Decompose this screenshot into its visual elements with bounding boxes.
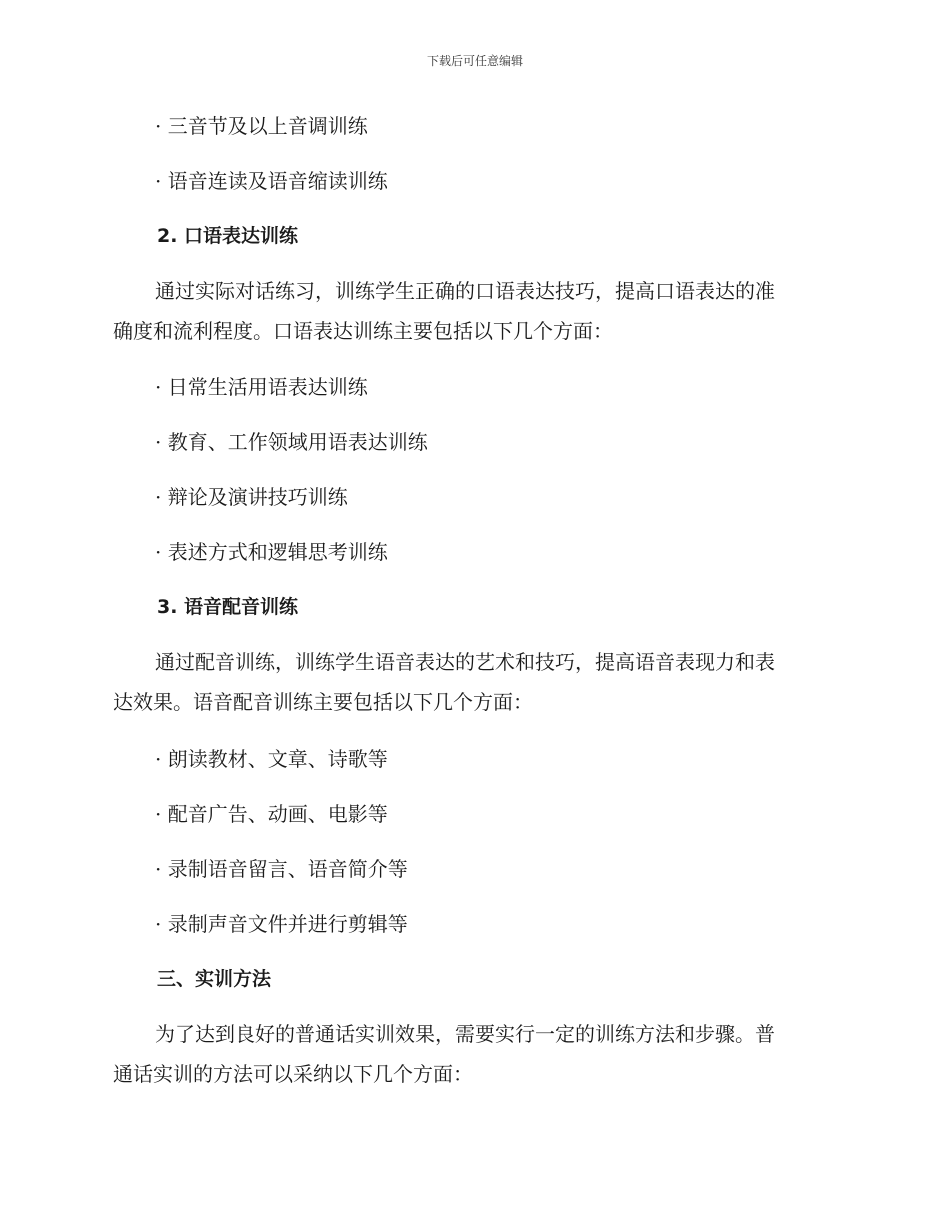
- paragraph-line: 为了达到良好的普通话实训效果，需要实行一定的训练方法和步骤。普: [155, 1022, 775, 1046]
- paragraph-line: 达效果。语音配音训练主要包括以下几个方面：: [113, 690, 533, 714]
- paragraph-line: 通话实训的方法可以采纳以下几个方面：: [113, 1062, 473, 1086]
- list-item: · 录制声音文件并进行剪辑等: [155, 912, 408, 936]
- section-heading: 2. 口语表达训练: [157, 225, 299, 247]
- paragraph-line: 通过配音训练，训练学生语音表达的艺术和技巧，提高语音表现力和表: [155, 650, 775, 674]
- section-heading: 3. 语音配音训练: [157, 596, 299, 618]
- list-item: · 三音节及以上音调训练: [155, 114, 368, 138]
- paragraph: [113, 1014, 835, 1094]
- list-item: · 录制语音留言、语音简介等: [155, 857, 408, 881]
- paragraph: [113, 642, 835, 722]
- list-item: · 辩论及演讲技巧训练: [155, 485, 348, 509]
- paragraph-line: 通过实际对话练习，训练学生正确的口语表达技巧，提高口语表达的准: [155, 279, 775, 303]
- list-item: · 语音连读及语音缩读训练: [155, 169, 388, 193]
- list-item: · 朗读教材、文章、诗歌等: [155, 747, 388, 771]
- list-item: · 配音广告、动画、电影等: [155, 802, 388, 826]
- section-heading: 三、实训方法: [157, 968, 272, 990]
- paragraph: [113, 271, 835, 351]
- page-header: 下载后可任意编辑: [426, 54, 523, 68]
- list-item: · 日常生活用语表达训练: [155, 375, 368, 399]
- list-item: · 教育、工作领域用语表达训练: [155, 430, 428, 454]
- list-item: · 表述方式和逻辑思考训练: [155, 540, 388, 564]
- paragraph-line: 确度和流利程度。口语表达训练主要包括以下几个方面：: [113, 319, 613, 343]
